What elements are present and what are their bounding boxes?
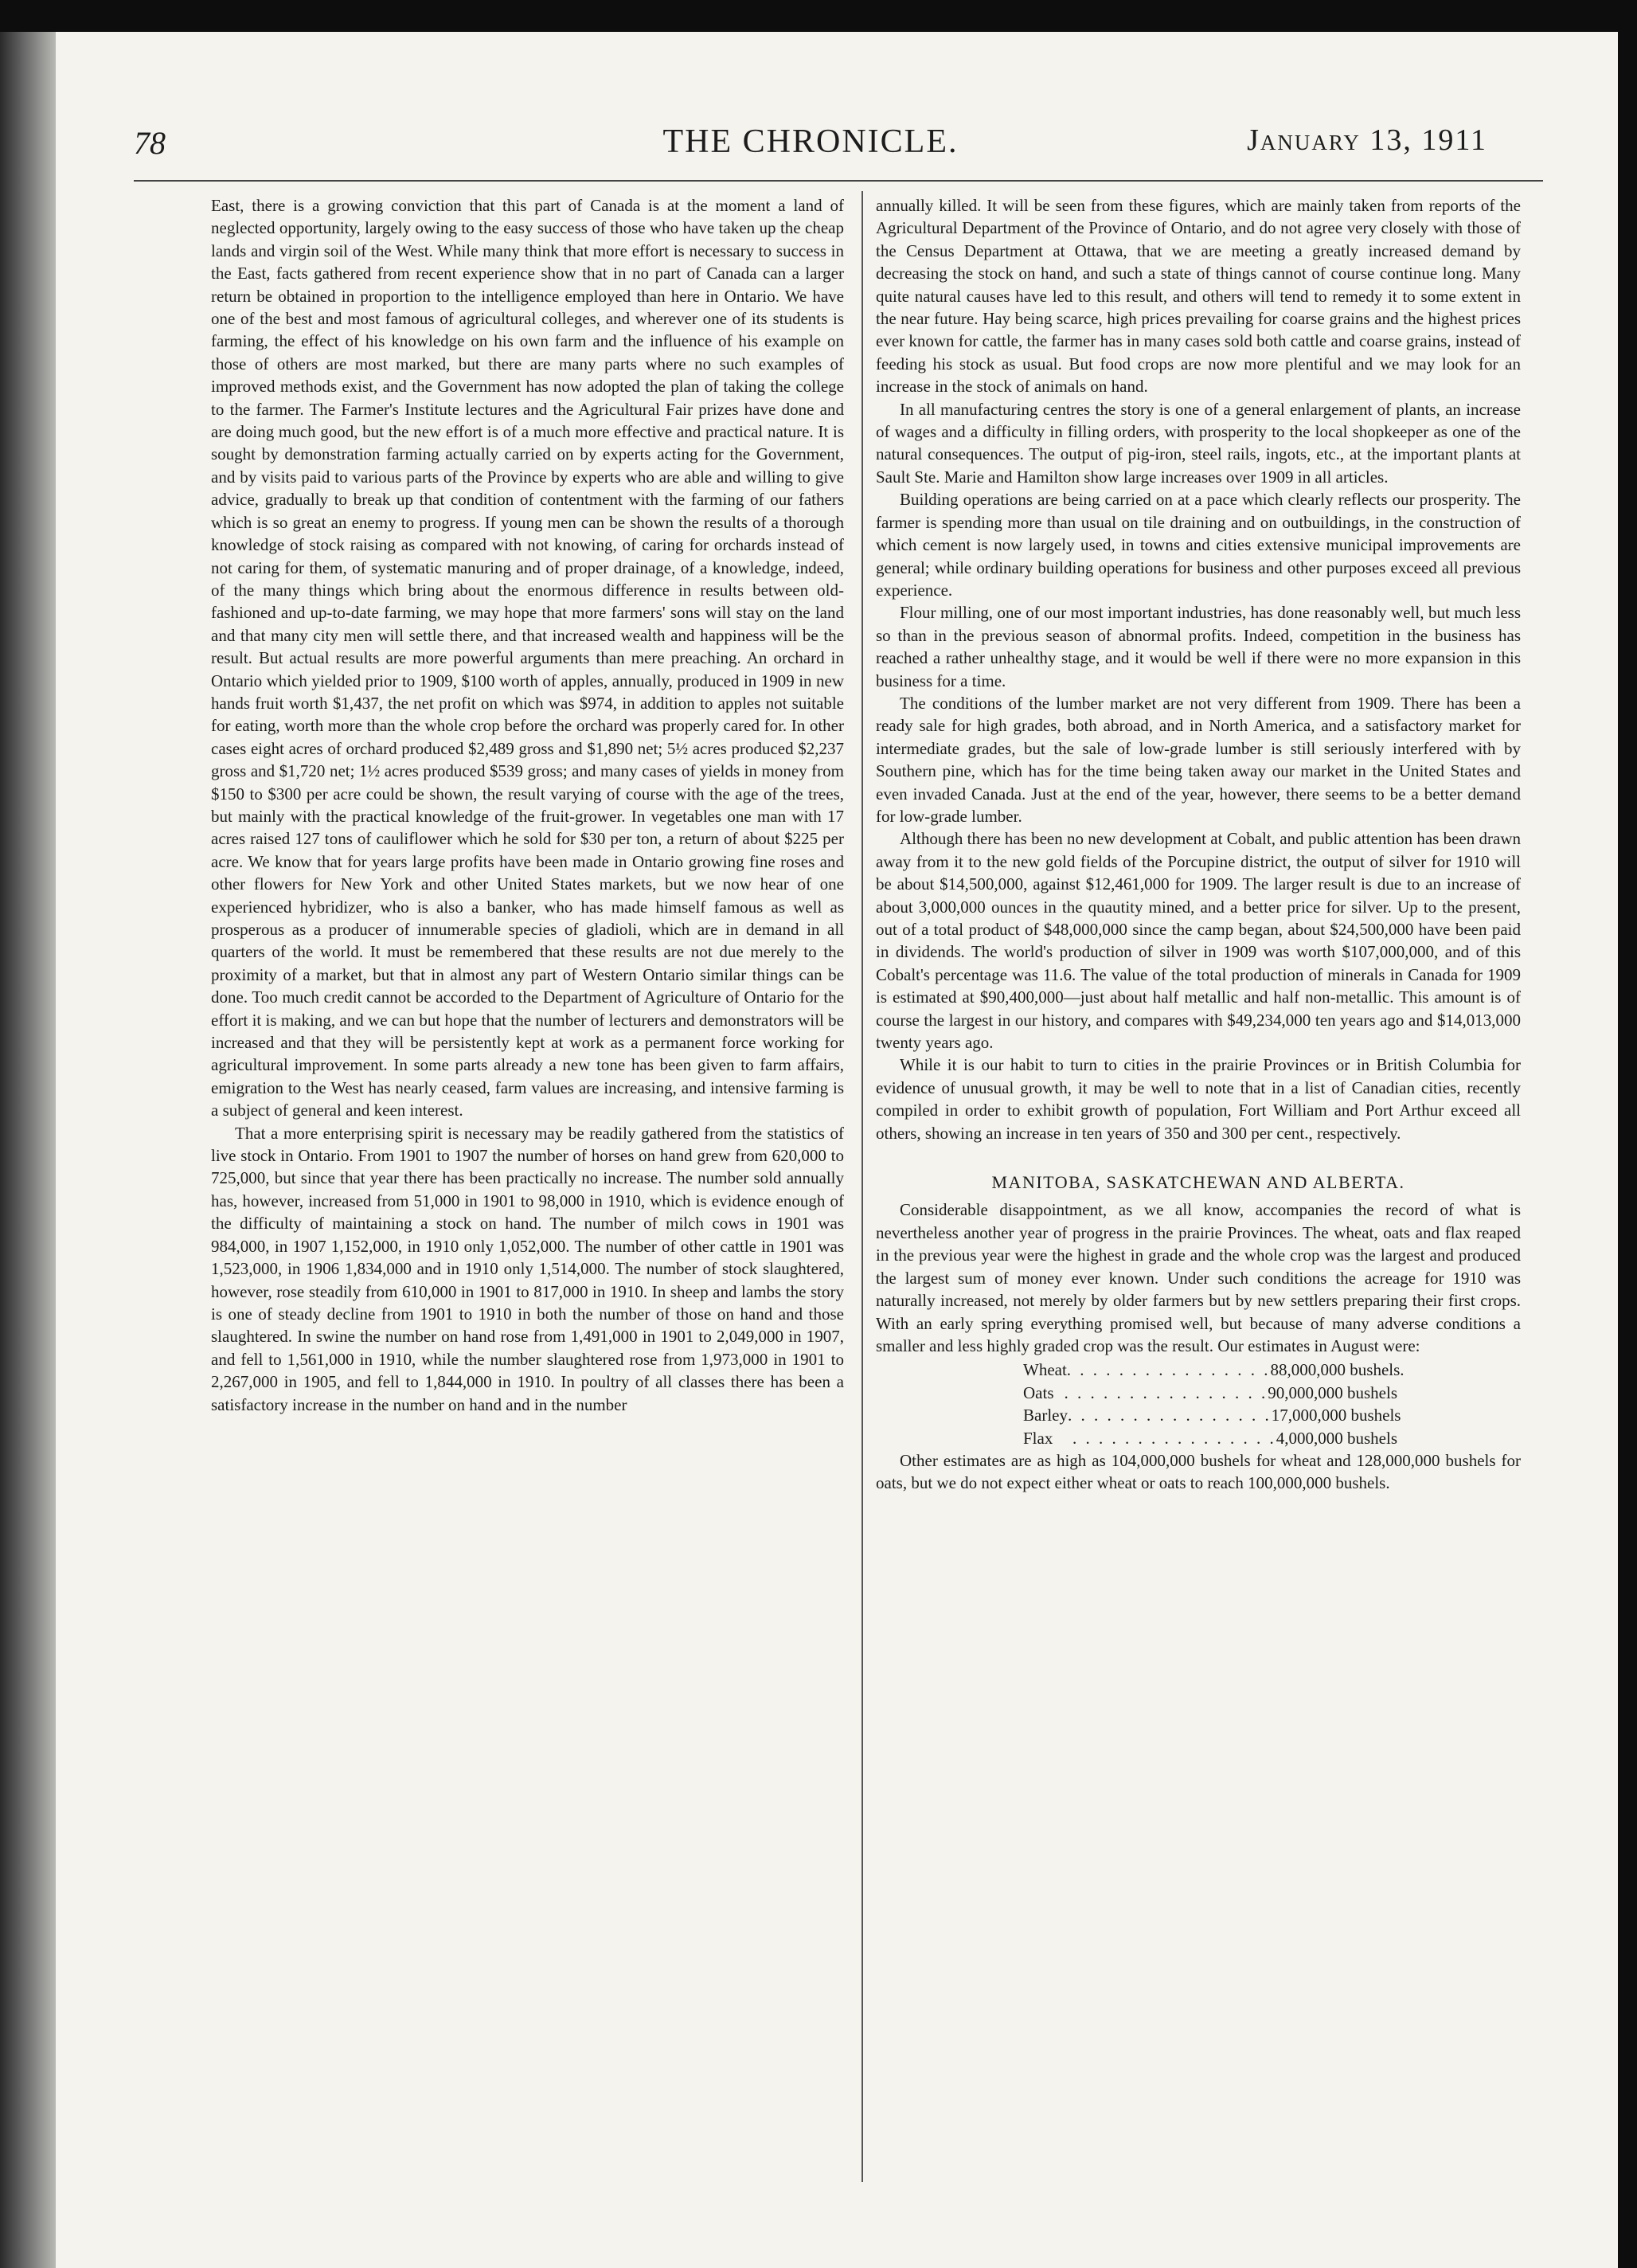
page-header xyxy=(134,118,1487,174)
estimate-crop: Wheat xyxy=(1023,1360,1067,1380)
article-paragraph: Building operations are being carried on at a pace which clearly reflects our prosperity. The farmer is spending more than usual on tile draining and on outbuildings, in the construction of which cement is now largely used, in towns and cities extensive municipal improvements are general; while ordinary building operations for business and other purposes exceed all previous experience. xyxy=(876,490,1521,600)
article-paragraph: East, there is a growing conviction that this part of Canada is at the moment a land of neglected opportunity, largely owing to the easy success of those who have taken up the cheap lands and virgin soil of the West. While many think that more effort is necessary to success in the East, facts gathered from recent experience show that in no part of Canada can a larger return be obtained in proportion to the intelligence employed than here in Ontario. We have one of the best and most famous of agricultural colleges, and wherever one of its students is farming, the effect of his knowledge on his own farm and the influence of his example on those of others are most marked, but there are many parts where no such examples of improved methods exist, and the Government has now adopted the plan of taking the college to the farmer. The Farmer's Institute lectures and the Agricultural Fair prizes have done and are doing much good, but the new effort is of a much more effective and practical nature. It is sought by demonstration farming actually carried on by experts acting for the Government, and by visits paid to various parts of the Province by experts who are able and willing to give advice, gradually to break up that condition of contentment with the farming of our fathers which is so great an enemy to progress. If young men can be shown the results of a thorough knowledge of stock raising as compared with not knowing, of caring for orchards instead of not caring for them, of systematic manuring and of proper drainage, of a knowledge, indeed, of the many things which bring about the enormous difference in results between old-fashioned and up-to-date farming, we may hope that more farmers' sons will stay on the land and that many city men will settle there, and that increased wealth and happiness will be the result. But actual results are more powerful arguments than mere preaching. An orchard in Ontario which yielded prior to 1909, $100 worth of apples, annually, produced in 1909 in new hands fruit worth $1,437, the net profit on which was $974, in addition to apples not suitable for eating, worth more than the whole crop before the orchard was properly cared for. In other cases eight acres of orchard produced $2,489 gross and $1,890 net; 5½ acres produced $2,237 gross and $1,720 net; 1½ acres produced $539 gross; and many cases of yields in money from $150 to $300 per acre could be shown, the result varying of course with the age of the trees, but mainly with the practical knowledge of the fruit-grower. In vegetables one man with 17 acres raised 127 tons of cauliflower which he sold for $30 per ton, a return of about $225 per acre. We know that for years large profits have been made in Ontario growing fine roses and other flowers for New York and other United States markets, but we now hear of one experienced hybridizer, who is also a banker, who has made himself famous as well as prosperous as a producer of innumerable species of gladioli, which are in demand in all quarters of the world. It must be remembered that these results are not due merely to the proximity of a market, but that in almost any part of Western Ontario similar things can be done. Too much credit cannot be accorded to the Department of Agriculture of Ontario for the effort it is making, and we can but hope that the number of lecturers and demonstrators will be increased and that they will be persistently kept at work as a permanent force working for agricultural improvement. In some parts already a new tone has been given to farm affairs, emigration to the West has nearly ceased, farm values are increasing, and intensive farming is a subject of general and keen interest. xyxy=(211,196,844,1120)
leader-dots: . . . . . . . . . . . . . . . . xyxy=(1066,1360,1271,1380)
leader-dots: . . . . . . . . . . . . . . . . xyxy=(1067,1406,1272,1425)
estimate-crop: Oats xyxy=(1023,1382,1054,1402)
article-paragraph: That a more enterprising spirit is necessary may be readily gathered from the statistics of live stock in Ontario. From 1901 to 1907 the number of horses on hand grew from 620,000 to 725,000, but since that year there has been practically no increase. The number sold annually has, however, increased from 51,000 in 1901 to 98,000 in 1910, which is evidence enough of the difficulty of maintaining a stock on hand. The number of milch cows in 1901 was 984,000, in 1907 1,152,000, in 1910 only 1,052,000. The number of other cattle in 1901 was 1,523,000, in 1906 1,834,000 and in 1910 only 1,514,000. The number of stock slaughtered, however, rose steadily from 610,000 in 1901 to 817,000 in 1910. In sheep and lambs the story is one of steady decline from 1901 to 1910 in both the number of those on hand and those slaughtered. In swine the number on hand rose from 1,491,000 in 1901 to 2,049,000 in 1907, and fell to 1,561,000 in 1910, while the number slaughtered rose from 1,973,000 in 1901 to 2,267,000 in 1905, and fell to 1,844,000 in 1910. In poultry of all classes there has been a satisfactory increase in the number on hand and in the number xyxy=(211,1123,844,1414)
right-column xyxy=(876,194,1521,1495)
leader-dots: . . . . . . . . . . . . . . . . xyxy=(1064,1382,1268,1402)
section-paragraph: Other estimates are as high as 104,000,000 bushels for wheat and 128,000,000 bushels for oats, but we do not expect either wheat or oats to reach 100,000,000 bushels. xyxy=(876,1450,1521,1493)
estimate-crop: Barley xyxy=(1023,1406,1068,1425)
article-paragraph: Flour milling, one of our most important industries, has done reasonably well, but much less so than in the previous season of abnormal profits. Indeed, competition in the business has reached a rather unhealthy stage, and it would be well if there were no more expansion in this business for a time. xyxy=(876,603,1521,690)
estimate-row xyxy=(1023,1359,1405,1381)
article-paragraph: The conditions of the lumber market are not very different from 1909. There has been a ready sale for high grades, both abroad, and in North America, and a satisfactory market for intermediate grades, but the sale of low-grade lumber is still seriously interfered with by Southern pine, which has for the time being taken away our market in the United States and even invaded Canada. Just at the end of the year, however, there seems to be a better demand for low-grade lumber. xyxy=(876,693,1521,826)
book-gutter xyxy=(0,32,56,2268)
section-heading: MANITOBA, SASKATCHEWAN AND ALBERTA. xyxy=(991,1172,1405,1193)
article-paragraph: annually killed. It will be seen from these figures, which are mainly taken from reports of the Agricultural Department of the Province of Ontario, and do not agree very closely with those of the Census Department at Ottawa, that we are meeting a greatly increased demand by decreasing the stock on hand, and such a state of things cannot of course continue long. Many quite natural causes have led to this result, and others will tend to remedy it to some extent in the near future. Hay being scarce, high prices prevailing for coarse grains and the highest prices ever known for cattle, the farmer has in many cases sold both cattle and coarse grains, instead of feeding his stock as usual. But food crops are now more plentiful and we may look for an increase in the stock of animals on hand. xyxy=(876,196,1521,397)
publication-title: THE CHRONICLE. xyxy=(662,123,959,160)
left-column xyxy=(211,194,844,1416)
estimate-row xyxy=(1023,1427,1397,1449)
estimate-row xyxy=(1023,1382,1397,1404)
estimate-value: 4,000,000 bushels xyxy=(1276,1428,1397,1448)
crop-estimates xyxy=(876,1359,1521,1449)
page-number: 78 xyxy=(134,125,166,161)
estimate-value: 88,000,000 bushels. xyxy=(1270,1360,1405,1380)
article-paragraph: While it is our habit to turn to cities in the prairie Provinces or in British Columbia for evidence of unusual growth, it may be well to note that in a list of Canadian cities, recently compiled in order to exhibit growth of population, Fort William and Port Arthur exceed all others, showing an increase in ten years of 350 and 300 per cent., respectively. xyxy=(876,1055,1521,1143)
article-paragraph: Although there has been no new development at Cobalt, and public attention has been drawn away from it to the new gold fields of the Porcupine district, the output of silver for 1910 will be about $14,500,000, against $12,461,000 for 1909. The larger result is due to an increase of about 3,000,000 ounces in the quautity mined, and a better price for silver. Up to the present, out of a total product of $48,000,000 since the camp began, about $24,500,000 have been paid in dividends. The world's production of silver in 1909 was worth $107,000,000, and of this Cobalt's percentage was 11.6. The value of the total production of minerals in Canada for 1909 is estimated at $90,400,000—just about half metallic and half non-metallic. This amount is of course the largest in our history, and compares with $49,234,000 ten years ago and $14,013,000 twenty years ago. xyxy=(876,829,1521,1053)
estimate-row xyxy=(1023,1404,1401,1426)
header-rule xyxy=(134,180,1543,182)
estimate-value: 17,000,000 bushels xyxy=(1271,1406,1401,1425)
column-divider xyxy=(861,191,863,2182)
estimate-value: 90,000,000 bushels xyxy=(1268,1382,1397,1402)
leader-dots: . . . . . . . . . . . . . . . . xyxy=(1072,1428,1276,1448)
section-paragraph: Considerable disappointment, as we all know, accompanies the record of what is nevertheless another year of progress in the prairie Provinces. The wheat, oats and flax reaped in the previous year were the highest in grade and the whole crop was the largest and produced the largest sum of money ever known. Under such conditions the acreage for 1910 was naturally increased, not merely by older farmers but by new settlers preparing their first crops. With an early spring everything promised well, but because of many adverse conditions a smaller and less highly graded crop was the result. Our estimates in August were: xyxy=(876,1200,1521,1355)
estimate-crop: Flax xyxy=(1023,1428,1053,1448)
issue-date: January 13, 1911 xyxy=(1247,123,1487,157)
article-paragraph: In all manufacturing centres the story is one of a general enlargement of plants, an increase of wages and a difficulty in filling orders, with prosperity to the local shopkeeper as one of the natural consequences. The output of pig-iron, steel rails, ingots, etc., at the important plants at Sault Ste. Marie and Hamilton show large increases over 1909 in all articles. xyxy=(876,399,1521,487)
